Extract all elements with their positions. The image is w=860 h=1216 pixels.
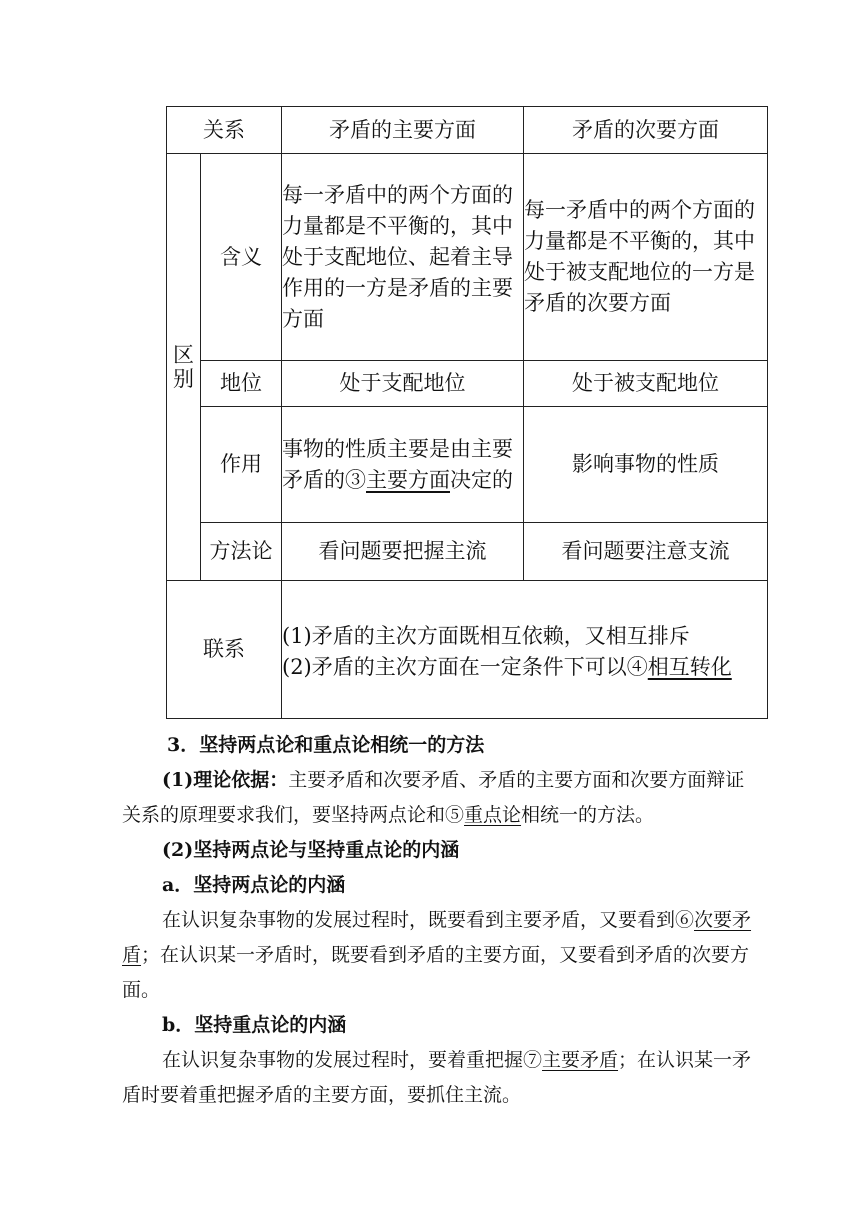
cell-meaning-main: 每一矛盾中的两个方面的力量都是不平衡的，其中处于支配地位、起着主导作用的一方是矛盾的主要方面 — [282, 154, 524, 361]
row-label-methodology: 方法论 — [201, 523, 282, 581]
theory-basis-label: (1)理论依据： — [162, 769, 289, 791]
cell-status-main: 处于支配地位 — [282, 361, 524, 407]
header-relation: 关系 — [167, 107, 282, 154]
role-main-text-before: 事物的性质主要是由主要矛盾的③ — [282, 436, 513, 492]
connection-item-2 — [282, 652, 767, 683]
row-meaning — [167, 154, 768, 361]
row-label-role: 作用 — [201, 407, 282, 523]
row-label-status: 地位 — [201, 361, 282, 407]
row-methodology — [167, 523, 768, 581]
section-3-title: 3．坚持两点论和重点论相统一的方法 — [167, 734, 485, 756]
answer-blank-7: 主要矛盾 — [542, 1049, 619, 1071]
theory-basis-paragraph — [122, 763, 762, 833]
theory-basis-text-after: 相统一的方法。 — [521, 804, 655, 826]
connection-item-1: (1)矛盾的主次方面既相互依赖，又相互排斥 — [282, 623, 690, 648]
role-main-text-after: 决定的 — [450, 467, 513, 492]
two-point-text: 在认识复杂事物的发展过程时，既要看到主要矛盾，又要看到⑥ — [162, 909, 695, 931]
answer-blank-3: 主要方面 — [366, 467, 450, 492]
difference-label-char-2: 别 — [173, 367, 194, 391]
answer-blank-4: 相互转化 — [647, 654, 732, 679]
answer-blank-6: 次要矛盾 — [122, 909, 752, 966]
cell-meaning-secondary: 每一矛盾中的两个方面的力量都是不平衡的，其中处于被支配地位的一方是矛盾的次要方面 — [524, 154, 768, 361]
key-point-theory-paragraph — [122, 1043, 762, 1113]
connection-item-2-text: (2)矛盾的主次方面在一定条件下可以④ — [282, 654, 648, 679]
cell-methodology-secondary: 看问题要注意支流 — [524, 523, 768, 581]
key-point-text-after: ；在认识某一矛盾时要着重把握矛盾的主要方面，要抓住主流。 — [122, 1049, 752, 1106]
comparison-table — [166, 106, 768, 719]
section-3 — [122, 728, 762, 1113]
cell-status-secondary: 处于被支配地位 — [524, 361, 768, 407]
row-label-connection: 联系 — [167, 581, 282, 719]
key-point-theory-heading: b．坚持重点论的内涵 — [162, 1014, 347, 1036]
two-point-text-after: ；在认识某一矛盾时，既要看到矛盾的主要方面，又要看到矛盾的次要方面。 — [122, 944, 750, 1001]
row-connection — [167, 581, 768, 719]
two-point-theory-paragraph — [122, 903, 762, 1008]
connotation-heading: (2)坚持两点论与坚持重点论的内涵 — [162, 839, 460, 861]
cell-connection — [282, 581, 768, 719]
row-role — [167, 407, 768, 523]
answer-blank-5: 重点论 — [464, 804, 522, 826]
cell-methodology-main: 看问题要把握主流 — [282, 523, 524, 581]
two-point-theory-heading: a．坚持两点论的内涵 — [162, 874, 346, 896]
row-label-meaning: 含义 — [201, 154, 282, 361]
key-point-text: 在认识复杂事物的发展过程时，要着重把握⑦ — [162, 1049, 543, 1071]
cell-role-main — [282, 407, 524, 523]
header-secondary-aspect: 矛盾的次要方面 — [524, 107, 768, 154]
theory-basis-text: 主要矛盾和次要矛盾、矛盾的主要方面和次要方面辩证关系的原理要求我们，要坚持两点论和⑤ — [122, 769, 745, 826]
difference-label-char-1: 区 — [173, 343, 194, 367]
difference-label — [167, 154, 201, 581]
cell-role-secondary: 影响事物的性质 — [524, 407, 768, 523]
row-status — [167, 361, 768, 407]
header-main-aspect: 矛盾的主要方面 — [282, 107, 524, 154]
header-row — [167, 107, 768, 154]
